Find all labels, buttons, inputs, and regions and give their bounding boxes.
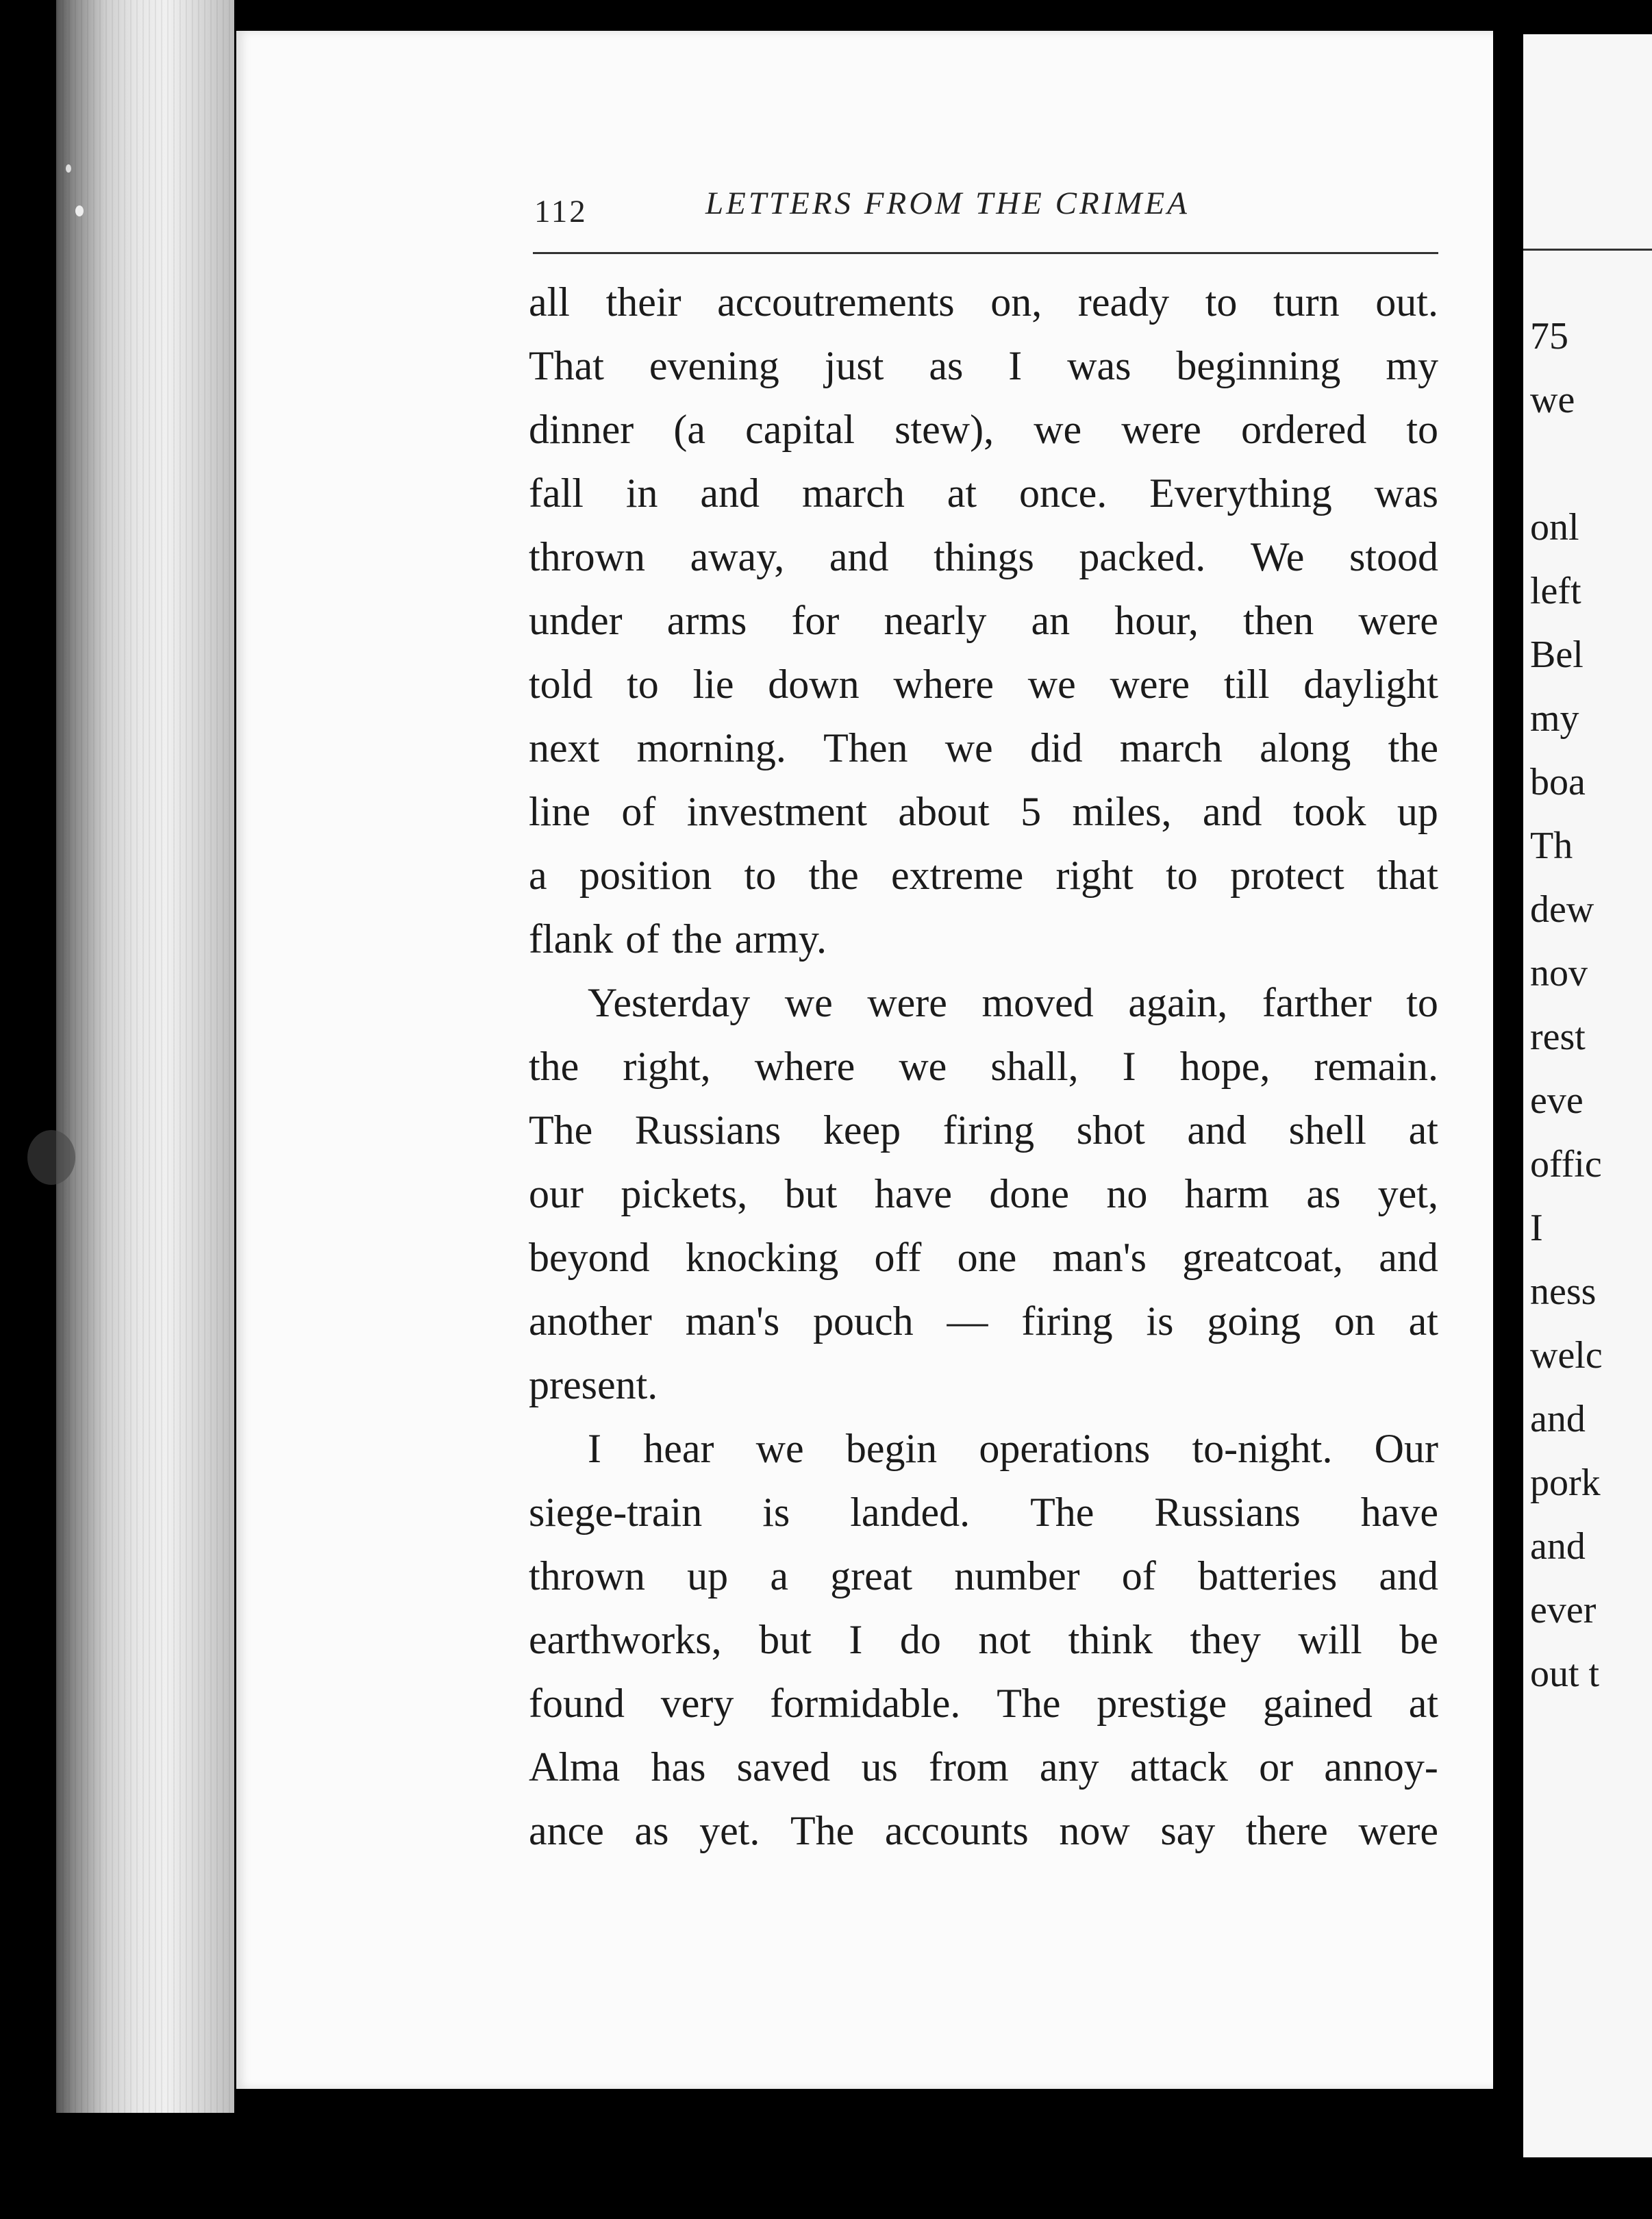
fragment-line: I (1530, 1207, 1543, 1249)
fragment-line: ever (1530, 1589, 1597, 1631)
fragment-line: eve (1530, 1079, 1584, 1122)
fragment-line: dew (1530, 888, 1594, 931)
text-line: next morning. Then we did march along the (529, 725, 1438, 770)
text-line: all their accoutrements on, ready to turn out. (529, 279, 1438, 325)
text-line: another man's pouch — firing is going on at (529, 1299, 1438, 1344)
fragment-line: Th (1530, 825, 1573, 867)
right-page (1523, 34, 1652, 2157)
fragment-line: offic (1530, 1143, 1602, 1186)
fragment-line: Bel (1530, 634, 1584, 676)
scan-speck (75, 205, 84, 216)
text-line: That evening just as I was beginning my (529, 343, 1438, 388)
text-line: thrown away, and things packed. We stood (529, 534, 1438, 579)
running-head: LETTERS FROM THE CRIMEA (705, 186, 1190, 221)
fragment-line: welc (1530, 1334, 1603, 1377)
fragment-line: and (1530, 1398, 1586, 1440)
text-line: flank of the army. (529, 916, 827, 962)
page-edges (56, 0, 234, 2113)
fragment-line: nov (1530, 952, 1588, 994)
fragment-line: onl (1530, 506, 1579, 549)
text-line: line of investment about 5 miles, and took up (529, 789, 1438, 834)
text-line: ance as yet. The accounts now say there were (529, 1808, 1438, 1853)
fragment-line: 75 (1530, 315, 1568, 358)
fragment-line: out t (1530, 1653, 1600, 1695)
fragment-line: boa (1530, 761, 1586, 803)
text-line: told to lie down where we were till daylight (529, 662, 1438, 707)
text-line: siege-train is landed. The Russians have (529, 1490, 1438, 1535)
text-line: beyond knocking off one man's greatcoat, and (529, 1235, 1438, 1280)
scan-speck (66, 164, 71, 173)
text-line: fall in and march at once. Everything was (529, 471, 1438, 516)
right-page-text (1530, 305, 1652, 1706)
fragment-line: left (1530, 570, 1581, 612)
right-header-rule (1523, 249, 1652, 251)
text-line: found very formidable. The prestige gained at (529, 1681, 1438, 1726)
scan-smudge (27, 1130, 75, 1185)
fragment-line (1530, 432, 1652, 496)
text-line: I hear we begin operations to-night. Our (588, 1426, 1438, 1471)
text-line: a position to the extreme right to protect that (529, 853, 1438, 898)
text-line: Yesterday we were moved again, farther to (588, 980, 1438, 1025)
page-header (534, 185, 1438, 233)
text-line: thrown up a great number of batteries and (529, 1553, 1438, 1599)
fragment-line: pork (1530, 1462, 1601, 1504)
text-line: under arms for nearly an hour, then were (529, 598, 1438, 643)
text-line: the right, where we shall, I hope, remain. (529, 1044, 1438, 1089)
body-text (529, 271, 1438, 1863)
text-line: The Russians keep firing shot and shell at (529, 1107, 1438, 1153)
header-rule (533, 252, 1438, 254)
fragment-line: and (1530, 1525, 1586, 1568)
page-number: 112 (534, 194, 588, 229)
text-line: Alma has saved us from any attack or annoy- (529, 1744, 1438, 1790)
text-line: our pickets, but have done no harm as yet, (529, 1171, 1438, 1216)
fragment-line: rest (1530, 1016, 1586, 1058)
book-gutter (1493, 27, 1523, 2185)
fragment-line: ness (1530, 1270, 1597, 1313)
text-line: dinner (a capital stew), we were ordered to (529, 407, 1438, 452)
fragment-line: we (1530, 379, 1575, 421)
fragment-line: my (1530, 697, 1579, 740)
text-line: present. (529, 1362, 658, 1407)
text-line: earthworks, but I do not think they will be (529, 1617, 1438, 1662)
